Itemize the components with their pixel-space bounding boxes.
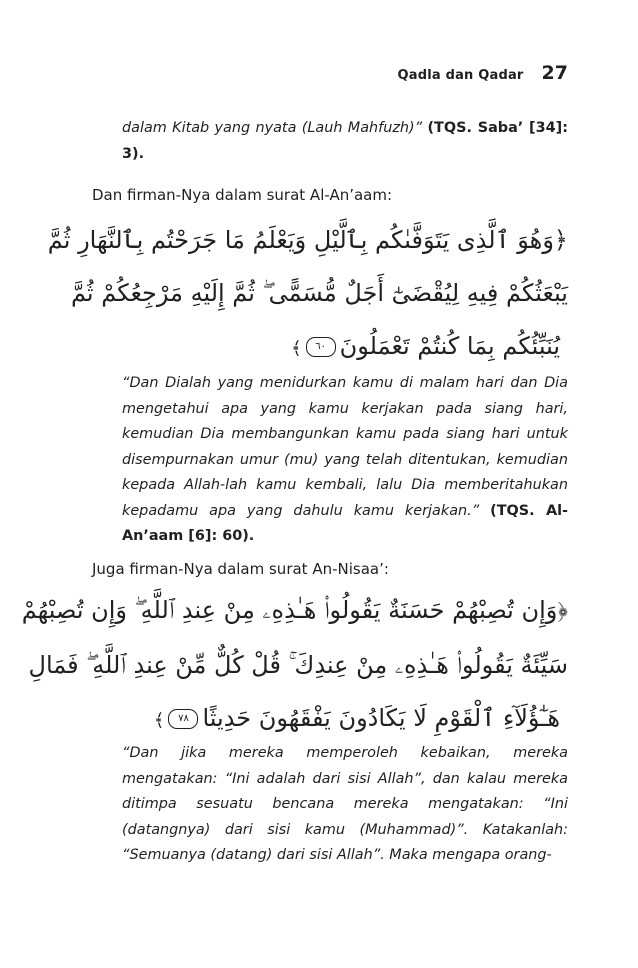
section1-arabic-line-3-text: يُنَبِّئُكُم بِمَا كُنتُمْ تَعْمَلُونَ: [339, 332, 560, 360]
section2-arabic-line-3-text: هَـٰٓؤُلَآءِ ٱلْقَوْمِ لَا يَكَادُونَ يَفْقَهُونَ حَدِيثًا: [202, 704, 560, 732]
section2-arabic-line-1: ﴿وَإِن تُصِبْهُمْ حَسَنَةٌ يَقُولُوا۟ هَـٰذِهِۦ مِنْ عِندِ ٱللَّهِ ۖ وَإِن تُصِبْهُمْ: [21, 596, 568, 624]
section1-arabic-line-2: يَبْعَثُكُمْ فِيهِ لِيُقْضَىٰٓ أَجَلٌ مُّسَمًّى ۖ ثُمَّ إِلَيْهِ مَرْجِعُكُمْ ثُمَّ: [70, 279, 568, 307]
ayah-number-marker: ٧٨: [168, 709, 198, 729]
running-title: Qadla dan Qadar: [397, 68, 524, 83]
intro-translation-continuation: [122, 116, 568, 167]
page-number: 27: [541, 62, 568, 84]
section1-translation: [122, 371, 568, 550]
section1-arabic-line-3: [92, 326, 568, 369]
page-header: [397, 62, 568, 84]
section2-arabic-line-2: سَيِّئَةٌ يَقُولُوا۟ هَـٰذِهِۦ مِنْ عِندِكَ ۚ قُلْ كُلٌّ مِّنْ عِندِ ٱللَّهِ ۖ فَمَالِ: [28, 651, 568, 679]
section2-translation: “Dan jika mereka memperoleh kebaikan, mereka mengatakan: “Ini adalah dari sisi Allah”, dan kalau mereka ditimpa sesuatu bencana mereka mengatakan: “Ini (datangnya) dari sisi kamu (Muhammad)”. Katakanlah: “Semuanya (datang) dari sisi Allah”. Maka mengapa orang-: [122, 745, 568, 863]
intro-reference: (TQS. Saba’ [34]: 3).: [122, 120, 568, 162]
section1-translation-text: “Dan Dialah yang menidurkan kamu di malam hari dan Dia mengetahui apa yang kamu kerjakan pada siang hari, kemudian Dia membangunkan kamu pada siang hari untuk disempurnakan umur (mu) yang telah ditentukan, kemudian kepada Allah-lah kamu kembali, lalu Dia memberitahukan kepadamu apa yang dahulu kamu kerjakan.”: [122, 375, 568, 519]
ayah-number-marker: ٦٠: [306, 337, 336, 357]
section1-lead: Dan firman-Nya dalam surat Al-An’aam:: [92, 186, 393, 204]
section2-arabic-line-3: [92, 698, 568, 741]
closing-ornament: ﴾: [291, 338, 302, 359]
section2-lead: Juga firman-Nya dalam surat An-Nisaa’:: [92, 560, 389, 578]
intro-italic-text: dalam Kitab yang nyata (Lauh Mahfuzh)”: [122, 120, 423, 136]
closing-ornament: ﴾: [153, 710, 165, 731]
section1-arabic-line-1: ﴿وَهُوَ ٱلَّذِى يَتَوَفَّىٰكُم بِٱلَّيْلِ وَيَعْلَمُ مَا جَرَحْتُم بِٱلنَّهَارِ ثُمَّ: [47, 226, 568, 254]
section1-reference: (TQS. Al-An’aam [6]: 60).: [122, 502, 569, 544]
